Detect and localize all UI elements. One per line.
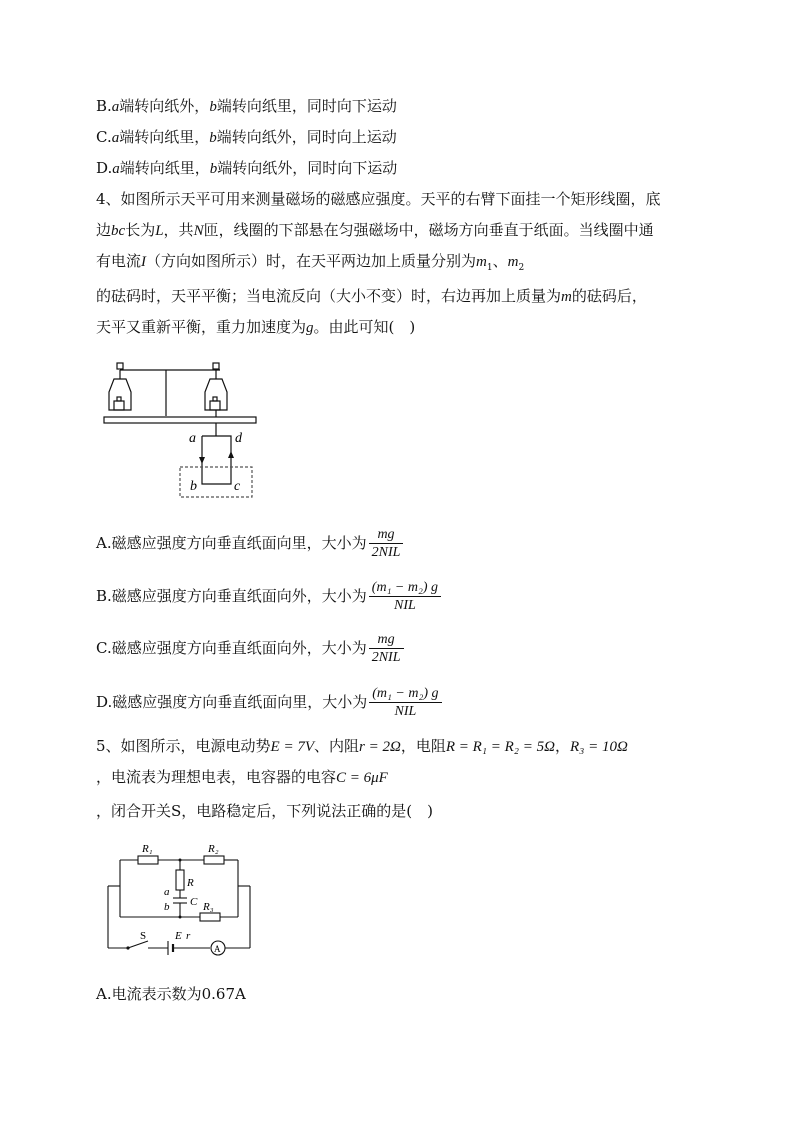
- coil-label-a: a: [189, 431, 196, 446]
- q3-option-d: D.a端转向纸里，b端转向纸外，同时向下运动: [96, 159, 398, 177]
- label-s: S: [140, 930, 147, 942]
- q5-option-a: A.电流表示数为0.67A: [96, 985, 246, 1003]
- q4-option-a: A.磁感应强度方向垂直纸面向里，大小为 $\frac{mg}{\text{2NIL}}$: [96, 527, 403, 561]
- label-r-internal: r: [186, 930, 191, 942]
- label-r: R: [187, 877, 194, 889]
- label-r1: R₁: [142, 843, 153, 855]
- q4-option-d: D.磁感应强度方向垂直纸面向里，大小为 $\frac{\text{(m₁ − m₂) g}}{\text{NIL}}$: [96, 686, 442, 720]
- q5-stem-line2: ，电流表为理想电表，电容器的电容C = 6μF: [96, 768, 388, 786]
- label-a: a: [164, 886, 170, 898]
- ammeter-icon: A: [214, 944, 221, 954]
- balance-figure: [100, 360, 260, 502]
- switch-contact: [126, 946, 129, 949]
- q4-option-c: C.磁感应强度方向垂直纸面向外，大小为 $\frac{mg}{\text{2NIL}}$: [96, 632, 404, 666]
- coil-label-b: b: [190, 479, 197, 494]
- q5-stem-line1: 5、如图所示，电源电动势E = 7V、内阻r = 2Ω，电阻R = R₁ = R₂ = 5Ω，R₃ = 10Ω: [96, 737, 628, 755]
- fraction-b: $\frac{\text{(m₁ − m₂) g}}{\text{NIL}}$: [369, 580, 441, 614]
- q4-stem-line1: 4、如图所示天平可用来测量磁场的磁感应强度。天平的右臂下面挂一个矩形线圈，底: [96, 190, 661, 208]
- q4-stem-line2: 边bc长为L，共N匝，线圈的下部悬在匀强磁场中，磁场方向垂直于纸面。当线圈中通: [96, 221, 654, 239]
- label-r2: R₂: [208, 843, 219, 855]
- q5-stem-line3: ，闭合开关S，电路稳定后，下列说法正确的是( ): [96, 802, 433, 820]
- q4-stem-line5: 天平又重新平衡，重力加速度为g。由此可知( ): [96, 318, 416, 336]
- fraction-d: $\frac{\text{(m₁ − m₂) g}}{\text{NIL}}$: [369, 686, 441, 720]
- label-r3: R₃: [203, 901, 214, 913]
- circuit-figure: [100, 838, 260, 958]
- q4-option-b: B.磁感应强度方向垂直纸面向外，大小为 $\frac{\text{(m₁ − m₂) g}}{\text{NIL}}$: [96, 580, 441, 614]
- q4-stem-line4: 的砝码时，天平平衡；当电流反向（大小不变）时，右边再加上质量为m的砝码后，: [96, 287, 647, 305]
- coil-label-d: d: [235, 431, 242, 446]
- label-c: C: [190, 896, 198, 908]
- label-e: E: [175, 930, 182, 942]
- fraction-c: $\frac{mg}{\text{2NIL}}$: [369, 632, 404, 666]
- q4-stem-line3: 有电流I（方向如图所示）时，在天平两边加上质量分别为$m_1$、$m_2$: [96, 252, 525, 273]
- q3-option-c: C.a端转向纸里，b端转向纸外，同时向上运动: [96, 128, 397, 146]
- q3-option-b: B.a端转向纸外，b端转向纸里，同时向下运动: [96, 97, 397, 115]
- fraction-a: $\frac{mg}{\text{2NIL}}$: [369, 527, 404, 561]
- label-b: b: [164, 901, 170, 913]
- coil-label-c: c: [234, 479, 241, 494]
